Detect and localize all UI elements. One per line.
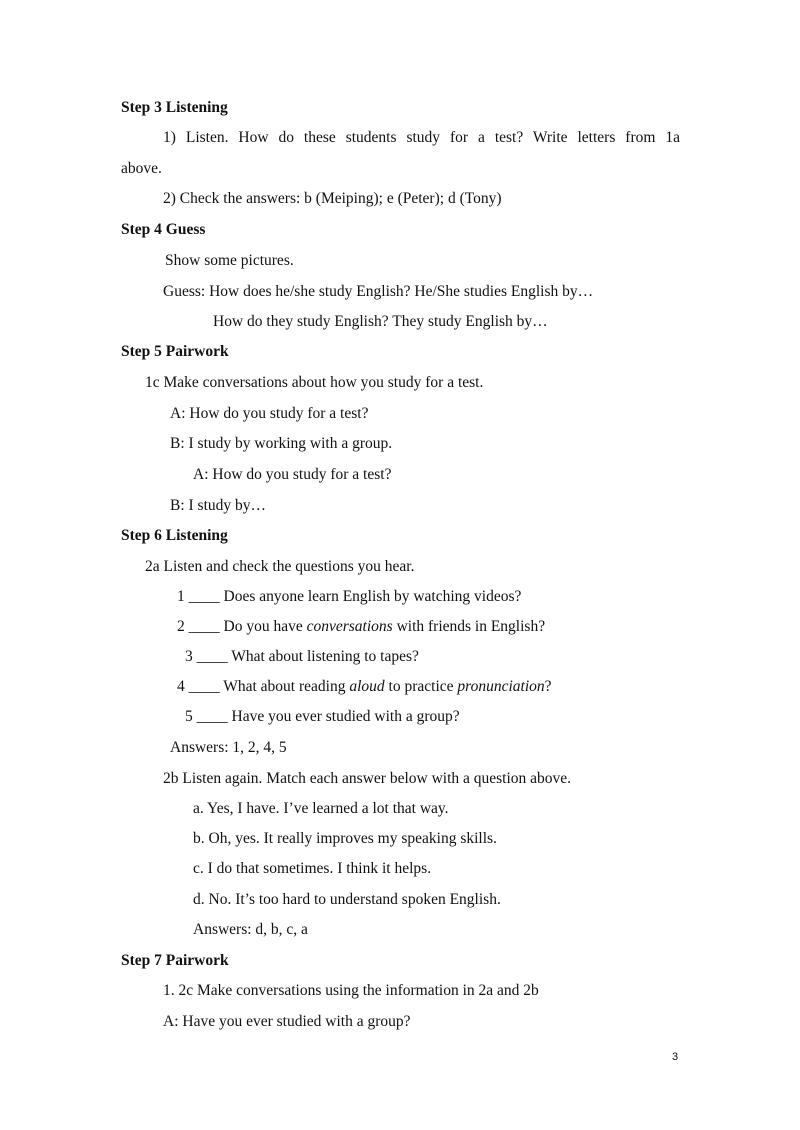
question-number: 3 ____ (185, 648, 232, 665)
step5-dialog-line: B: I study by working with a group. (170, 435, 393, 452)
step4-heading: Step 4 Guess (121, 221, 206, 238)
question-emphasis: conversations (306, 618, 393, 635)
step5-dialog-line: A: How do you study for a test? (170, 405, 369, 422)
step7-intro: 1. 2c Make conversations using the information in 2a and 2b (163, 982, 539, 999)
step4-guess1: Guess: How does he/she study English? He/She studies English by… (163, 283, 594, 300)
question-text: ? (544, 678, 552, 695)
answers-2b: Answers: d, b, c, a (193, 921, 308, 938)
step4-guess2: How do they study English? They study English by… (213, 313, 548, 330)
step6-intro-2a: 2a Listen and check the questions you hear. (145, 558, 415, 575)
step6-intro-2b: 2b Listen again. Match each answer below with a question above. (163, 770, 572, 787)
question-number: 5 ____ (185, 708, 232, 725)
step5-intro: 1c Make conversations about how you study for a test. (145, 374, 484, 391)
question-number: 2 ____ (177, 618, 224, 635)
question-item (185, 707, 460, 727)
option-item: a. Yes, I have. I’ve learned a lot that way. (193, 800, 449, 817)
question-item (177, 617, 545, 637)
question-item (177, 587, 521, 607)
question-emphasis: aloud (349, 678, 385, 695)
step3-item2: 2) Check the answers: b (Meiping); e (Peter); d (Tony) (163, 190, 502, 207)
step3-heading: Step 3 Listening (121, 99, 228, 116)
step6-heading: Step 6 Listening (121, 527, 228, 544)
step4-show: Show some pictures. (165, 252, 294, 269)
page-number: 3 (672, 1051, 679, 1063)
question-item (185, 647, 419, 667)
step5-heading: Step 5 Pairwork (121, 343, 229, 360)
question-text: What about reading (223, 678, 350, 695)
step7-heading: Step 7 Pairwork (121, 952, 229, 969)
step3-item1-line1: 1) Listen. How do these students study for a test? Write letters from 1a (163, 129, 680, 146)
question-item (177, 677, 552, 697)
question-emphasis: pronunciation (457, 678, 545, 695)
step5-dialog-line: B: I study by… (170, 497, 267, 514)
question-text: Does anyone learn English by watching videos? (223, 588, 522, 605)
question-number: 4 ____ (177, 678, 224, 695)
step5-dialog-line: A: How do you study for a test? (193, 466, 392, 483)
question-text: What about listening to tapes? (231, 648, 419, 665)
question-text: Have you ever studied with a group? (231, 708, 460, 725)
option-item: d. No. It’s too hard to understand spoken English. (193, 891, 501, 908)
option-item: c. I do that sometimes. I think it helps. (193, 860, 432, 877)
option-item: b. Oh, yes. It really improves my speaking skills. (193, 830, 497, 847)
question-text: with friends in English? (392, 618, 546, 635)
question-text: to practice (384, 678, 458, 695)
step7-dialog-line: A: Have you ever studied with a group? (163, 1013, 411, 1030)
question-text: Do you have (223, 618, 307, 635)
step3-item1-line2: above. (121, 160, 162, 177)
question-number: 1 ____ (177, 588, 224, 605)
answers-2a: Answers: 1, 2, 4, 5 (170, 739, 287, 756)
